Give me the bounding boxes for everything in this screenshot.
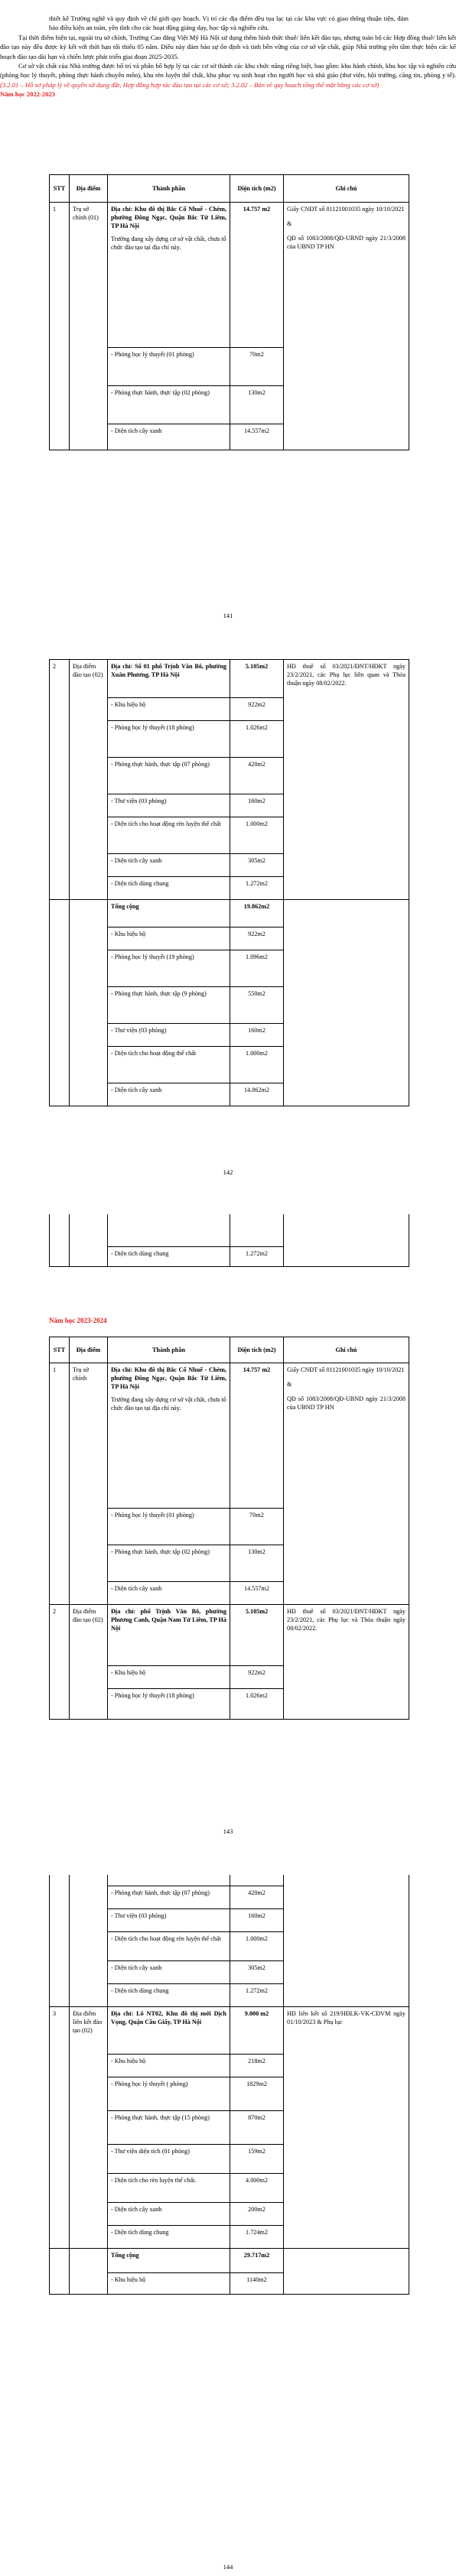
row-location: Trụ sở chính xyxy=(70,1363,108,1605)
sub-item-area: 14.557m2 xyxy=(230,1582,284,1605)
header-note: Ghi chú xyxy=(284,1337,409,1363)
total-blank-cell xyxy=(50,2248,70,2294)
facility-table-2022-carry xyxy=(49,1214,409,1267)
row-stt: 1 xyxy=(50,1363,70,1605)
intro-paragraph-3-text: Cơ sở vật chất của Nhà trường được bố trí và phân bổ hợp lý tại các cơ sở thành các khu chức năng riêng biệt, bao gồm: khu hành chính, khu học tập và nghiên cứu (phòng học lý thuyết, phòng thực hành chuyên môn), khu rèn luyện thể chất, khu phục vụ sinh hoạt cho người học và nhà giáo (thư viện, hội trường, căng tin, phòng y tế). xyxy=(0,62,456,80)
row-location: Địa điểm đào tạo (02) xyxy=(70,660,108,900)
total-label: Tổng cộng xyxy=(108,2248,230,2272)
sub-item-name: - Diện tích dùng chung xyxy=(108,1246,230,1266)
sub-item-area: 159m2 xyxy=(230,2144,284,2173)
sub-item-area: 160m2 xyxy=(230,1908,284,1931)
sub-item-name: - Khu hiệu bộ xyxy=(108,1666,230,1689)
table-row xyxy=(50,1886,409,1908)
intro-paragraph-2: Tại thời điểm hiện tại, ngoài trụ sở chính, Trường Cao đẳng Việt Mỹ Hà Nội sử dụng thêm hình thức thuê/ liên kết đào tạo, nhưng toàn bộ các Hợp đồng thuê/ liên kết đào tạo này đều được ký kết với thời hạn tối thiểu 05 năm. Điều này đảm bảo sự ổn định và tính bền vững của cơ sở vật chất, giúp Nhà trường yên tâm thực hiện các kế hoạch đào tạo dài hạn và chiến lược phát triển giai đoạn 2025-2035. xyxy=(0,33,456,60)
sub-item-name: - Phòng thực hành, thực tập (02 phòng) xyxy=(108,1545,230,1582)
row-note-2: & xyxy=(287,220,292,227)
row-area: 5.105m2 xyxy=(230,1605,284,1666)
sub-item-area: 1.026m2 xyxy=(230,1689,284,1720)
header-note: Ghi chú xyxy=(284,175,409,203)
row-note: HĐ thuê số 03/2021/ĐNT/HĐKT ngày 23/2/2021, các Phụ lục và Thỏa thuận ngày 08/02/2022. xyxy=(284,1605,409,1720)
header-location: Địa điểm xyxy=(70,1337,108,1363)
sub-item-area: 14.862m2 xyxy=(230,1083,284,1106)
table-row xyxy=(50,1605,409,1666)
facility-table-2022-part2 xyxy=(49,659,409,1106)
sub-item-area: 922m2 xyxy=(230,698,284,721)
row-location: Địa điểm đào tạo (02) xyxy=(70,1605,108,1720)
sub-item-name: - Phòng thực hành, thực tập (9 phòng) xyxy=(108,987,230,1024)
sub-item-name: - Diện tích cây xanh xyxy=(108,2202,230,2225)
sub-item-area: 922m2 xyxy=(230,1666,284,1689)
sub-item-name: - Thư viện (03 phòng) xyxy=(108,1908,230,1931)
sub-item-area: 922m2 xyxy=(230,927,284,950)
row-description: Trường đang xây dựng cơ sở vật chất, chưa tổ chức đào tạo tại địa chỉ này. xyxy=(111,236,226,251)
page-number: 143 xyxy=(223,1827,233,1835)
sub-item-area: 218m2 xyxy=(230,2054,284,2077)
row-address: Địa chỉ: Lô NT02, Khu đô thị mới Dịch Vọng, Quận Cầu Giấy, TP Hà Nội xyxy=(108,2006,230,2054)
sub-item-name: - Thư viện (03 phòng) xyxy=(108,794,230,817)
header-location: Địa điểm xyxy=(70,175,108,203)
total-blank-cell xyxy=(70,900,108,1106)
total-area: 19.862m2 xyxy=(230,900,284,927)
sub-item-name: - Diện tích dùng chung xyxy=(108,1983,230,2006)
evidence-reference: (3.2.01 – Hồ sơ pháp lý về quyền sử dụng đất, Hợp đồng hợp tác đào tạo tại các cơ sở; 3.2.02 – Bản vẽ quy hoạch tổng thể mặt bằng các cơ sở) xyxy=(0,80,379,89)
sub-item-name: - Diện tích dùng chung xyxy=(108,2225,230,2248)
header-stt: STT xyxy=(50,1337,70,1363)
sub-item-area: 4.000m2 xyxy=(230,2173,284,2202)
section-title-2023-2024: Năm học 2023-2024 xyxy=(49,1317,107,1324)
row-description: Trường đang xây dựng cơ sở vật chất, chưa tổ chức đào tạo tại địa chỉ này. xyxy=(111,1396,226,1411)
sub-item-name: - Diện tích cây xanh xyxy=(108,1960,230,1983)
sub-item-area: 1.000m2 xyxy=(230,817,284,854)
row-note-3: QĐ số 1083/2008/QĐ-UBND ngày 21/3/2008 của UBND TP HN xyxy=(287,1395,406,1411)
row-address-cell xyxy=(108,1363,230,1509)
sub-item-name: - Phòng thực hành, thực tập (02 phòng) xyxy=(108,386,230,424)
row-area: 9.000 m2 xyxy=(230,2006,284,2054)
sub-item-name: - Diện tích cây xanh xyxy=(108,424,230,450)
sub-item-name: - Phòng học lý thuyết (01 phòng) xyxy=(108,348,230,386)
row-address-cell xyxy=(108,203,230,348)
row-area: 5.105m2 xyxy=(230,660,284,698)
sub-item-area: 305m2 xyxy=(230,1960,284,1983)
row-note-2: & xyxy=(287,1381,292,1388)
sub-item-area: 1.000m2 xyxy=(230,1047,284,1083)
row-address: Địa chỉ: phố Trịnh Văn Bô, phường Phương Canh, Quận Nam Từ Liêm, TP Hà Nội xyxy=(108,1605,230,1666)
sub-item-area: 200m2 xyxy=(230,2202,284,2225)
row-area: 14.757 m2 xyxy=(230,1363,284,1509)
table-row xyxy=(50,1875,409,1886)
facility-table-2023-part2 xyxy=(49,1875,409,2295)
sub-item-name: - Khu hiệu bộ xyxy=(108,2054,230,2077)
total-blank-cell xyxy=(50,900,70,1106)
row-location: Trụ sở chính (01) xyxy=(70,203,108,450)
sub-item-name: - Diện tích cho hoạt động thể chất xyxy=(108,1047,230,1083)
sub-item-name: - Phòng học lý thuyết (01 phòng) xyxy=(108,1509,230,1545)
table-row xyxy=(50,1363,409,1509)
row-address: Địa chỉ: Khu đô thị Bắc Cổ Nhuế - Chèm, phường Đông Ngạc, Quận Bắc Từ Liêm, TP Hà Nội xyxy=(111,1366,226,1390)
sub-item-area: 14.557m2 xyxy=(230,424,284,450)
header-component: Thành phần xyxy=(108,1337,230,1363)
sub-item-name: - Khu hiệu bộ xyxy=(108,927,230,950)
sub-item-area: 1.724m2 xyxy=(230,2225,284,2248)
row-stt: 1 xyxy=(50,203,70,450)
sub-item-area: 160m2 xyxy=(230,1024,284,1047)
page-number: 144 xyxy=(223,2563,233,2571)
sub-item-name: - Phòng học lý thuyết (19 phòng) xyxy=(108,950,230,987)
sub-item-name: - Phòng thực hành, thực tập (07 phòng) xyxy=(108,758,230,794)
row-note-cell xyxy=(284,1363,409,1605)
table-row xyxy=(50,660,409,698)
facility-table-2022-part1 xyxy=(49,174,409,450)
header-stt: STT xyxy=(50,175,70,203)
intro-paragraph-1: thiết kế Trường nghề và quy định về chỉ giới quy hoạch. Vị trí các địa điểm đều tọa lạc tại các khu vực có giao thông thuận tiện, đảm bảo điều kiện an toàn, yên tĩnh cho các hoạt động giảng dạy, học tập và nghiên cứu. xyxy=(49,15,409,32)
sub-item-area: 1.096m2 xyxy=(230,950,284,987)
sub-item-area: 1140m2 xyxy=(230,2272,284,2294)
total-blank-cell xyxy=(70,2248,108,2294)
row-stt: 2 xyxy=(50,660,70,900)
row-note-3: QĐ số 1083/2008/QĐ-UBND ngày 21/3/2008 của UBND TP HN xyxy=(287,235,406,250)
sub-item-name: - Phòng thực hành, thực tập (15 phòng) xyxy=(108,2110,230,2144)
sub-item-area: 1.272m2 xyxy=(230,1983,284,2006)
year-label-2022 xyxy=(0,89,456,99)
row-note-cell xyxy=(284,203,409,450)
sub-item-area: 1.000m2 xyxy=(230,1931,284,1960)
row-location: Địa điểm liên kết đào tạo (02) xyxy=(70,2006,108,2248)
sub-item-name: - Diện tích cây xanh xyxy=(108,854,230,877)
sub-item-area: 70m2 xyxy=(230,348,284,386)
row-note-1: Giấy CNĐT số 01121001035 ngày 10/10/2021 xyxy=(287,206,405,213)
sub-item-area: 130m2 xyxy=(230,1545,284,1582)
total-note-cell xyxy=(284,900,409,1106)
page-number: 141 xyxy=(223,612,233,619)
row-address: Địa chỉ: Khu đô thị Bắc Cổ Nhuế - Chèm, phường Đông Ngạc, Quận Bắc Từ Liêm, TP Hà Nội xyxy=(111,206,226,229)
sub-item-area: 420m2 xyxy=(230,758,284,794)
row-area: 14.757 m2 xyxy=(230,203,284,348)
sub-item-name: - Diện tích dùng chung xyxy=(108,877,230,900)
sub-item-area: 1.272m2 xyxy=(230,1246,284,1266)
header-area: Diện tích (m2) xyxy=(230,175,284,203)
row-address: Địa chỉ: Số 01 phố Trịnh Văn Bô, phường Xuân Phương, TP Hà Nội xyxy=(108,660,230,698)
total-row xyxy=(50,2248,409,2272)
sub-item-area: 1.272m2 xyxy=(230,877,284,900)
total-note-cell xyxy=(284,2248,409,2294)
sub-item-name: - Phòng học lý thuyết (18 phòng) xyxy=(108,1689,230,1720)
sub-item-area: 870m2 xyxy=(230,2110,284,2144)
row-note: HĐ liên kết số 219/HĐLK-VK-CĐVM ngày 01/10/2023 & Phụ lục xyxy=(284,2006,409,2248)
sub-item-area: 550m2 xyxy=(230,987,284,1024)
sub-item-area: 130m2 xyxy=(230,386,284,424)
row-stt: 2 xyxy=(50,1605,70,1720)
sub-item-name: - Thư viện (03 phòng) xyxy=(108,1024,230,1047)
row-stt: 3 xyxy=(50,2006,70,2248)
year-label-2022-text: Năm học 2022-2023 xyxy=(0,90,56,99)
page-141 xyxy=(0,14,456,99)
sub-item-name: - Diện tích cho hoạt động rèn luyện thể chất xyxy=(108,1931,230,1960)
page-number: 142 xyxy=(223,1168,233,1176)
intro-paragraph-3 xyxy=(0,61,456,89)
sub-item-area: 420m2 xyxy=(230,1886,284,1908)
total-area: 29.717m2 xyxy=(230,2248,284,2272)
header-component: Thành phần xyxy=(108,175,230,203)
row-note-1: Giấy CNĐT số 01121001035 ngày 10/10/2021 xyxy=(287,1366,405,1373)
sub-item-name: - Phòng thực hành, thực tập (07 phòng) xyxy=(108,1886,230,1908)
sub-item-name: - Diện tích cây xanh xyxy=(108,1582,230,1605)
sub-item-area: 70m2 xyxy=(230,1509,284,1545)
row-note: HĐ thuê số 03/2021/ĐNT/HĐKT ngày 23/2/2021, các Phụ lục liên quan và Thỏa thuận ngày 08/02/2022. xyxy=(284,660,409,900)
sub-item-name: - Phòng học lý thuyết ( phòng) xyxy=(108,2077,230,2110)
sub-item-name: - Thư viện diện tích (01 phòng) xyxy=(108,2144,230,2173)
sub-item-name: - Diện tích cây xanh xyxy=(108,1083,230,1106)
sub-item-name: - Khu hiệu bộ xyxy=(108,698,230,721)
sub-item-area: 1.026m2 xyxy=(230,721,284,758)
sub-item-name: - Diện tích cho rèn luyện thể chất. xyxy=(108,2173,230,2202)
total-row xyxy=(50,900,409,927)
total-label: Tổng cộng xyxy=(108,900,230,927)
sub-item-name: - Phòng học lý thuyết (18 phòng) xyxy=(108,721,230,758)
facility-table-2023-part1 xyxy=(49,1337,409,1720)
sub-item-area: 160m2 xyxy=(230,794,284,817)
sub-item-name: - Diện tích cho hoạt động rèn luyện thể chất xyxy=(108,817,230,854)
table-row xyxy=(50,203,409,348)
table-row xyxy=(50,1246,409,1266)
sub-item-name: - Khu hiệu bộ xyxy=(108,2272,230,2294)
sub-item-area: 305m2 xyxy=(230,854,284,877)
sub-item-area: 1829m2 xyxy=(230,2077,284,2110)
table-row xyxy=(50,1214,409,1246)
header-area: Diện tích (m2) xyxy=(230,1337,284,1363)
table-row xyxy=(50,2006,409,2054)
